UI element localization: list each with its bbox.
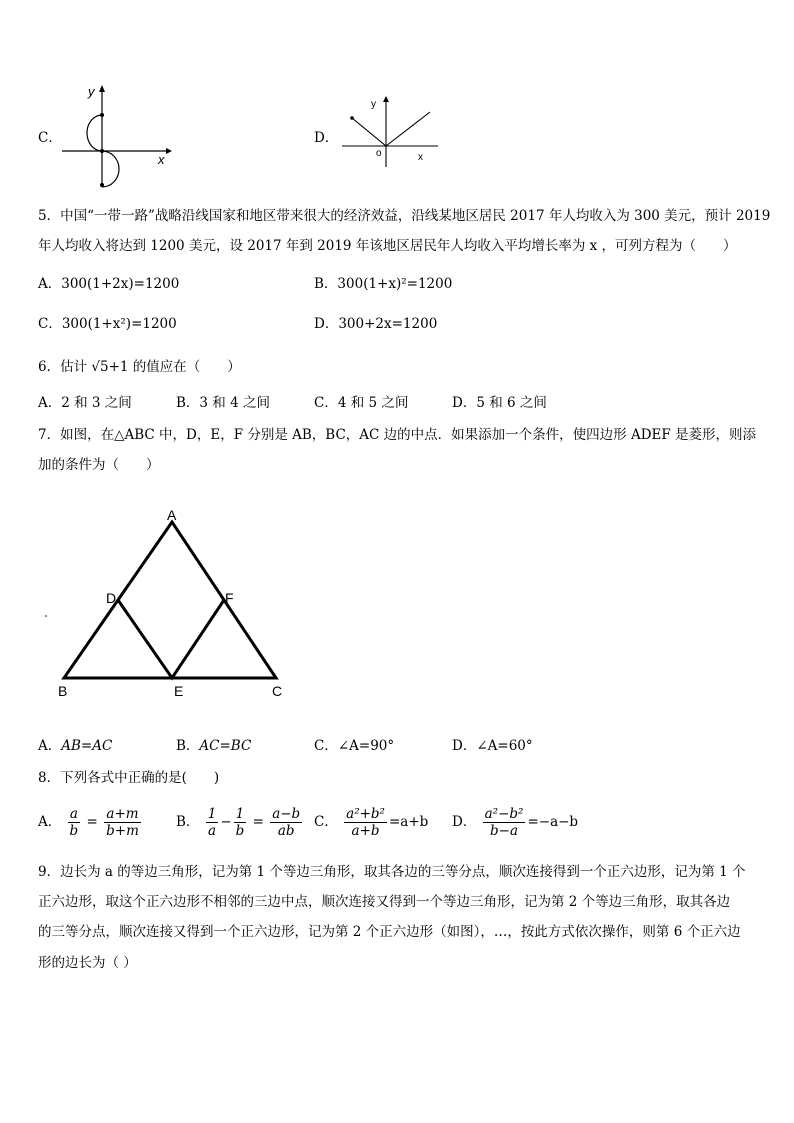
q8-stem: 8．下列各式中正确的是( ): [38, 770, 220, 786]
q7-point-c: C: [272, 683, 283, 699]
q7-point-f: F: [225, 590, 234, 606]
q5-option-c: C．300(1+x²)=1200: [38, 316, 177, 332]
q9-line-4: 形的边长为（ ）: [38, 955, 137, 971]
q4-option-c-label: C．: [38, 130, 62, 146]
q9-line-2: 正六边形，取这个正六边形不相邻的三边中点，顺次连接又得到一个等边三角形，记为第 2 个等边三角形，取其各边: [38, 894, 731, 910]
q7-option-a: A．AB=AC: [38, 738, 113, 754]
q4d-y-label: y: [371, 99, 376, 110]
q5-option-a: A．300(1+2x)=1200: [38, 276, 180, 292]
q9-line-3: 的三等分点，顺次连接又得到一个正六边形，记为第 2 个正六边形（如图），…，按此方式依次操作，则第 6 个正六边: [38, 924, 741, 940]
q5-stem-line1: 5．中国“一带一路”战略沿线国家和地区带来很大的经济效益，沿线某地区居民 2017 年人均收入为 300 美元，预计 2019: [38, 208, 771, 224]
q7-point-d: D: [106, 590, 117, 606]
q4-graph-d: [338, 92, 448, 172]
q7-point-b: B: [58, 683, 68, 699]
q4-graph-c: [58, 82, 178, 190]
q8-option-c: C． $\frac{\text{a²+b²}}{a+b}$ =a+b: [314, 806, 429, 839]
q5-option-b: B．300(1+x)²=1200: [314, 276, 453, 292]
q6-option-d: D．5 和 6 之间: [452, 395, 547, 411]
q7-option-c: C．∠A=90°: [314, 738, 395, 754]
q4d-origin-label: o: [376, 148, 382, 159]
q8-option-a: A． $\frac{a}{b}$ = $\frac{a+m}{b+m}$: [38, 806, 139, 839]
q6-option-b: B．3 和 4 之间: [176, 395, 270, 411]
q6-option-c: C．4 和 5 之间: [314, 395, 409, 411]
q8-option-b: B． $\frac{1}{a}$ − $\frac{1}{b}$ = $\frac{a-b}{ab}$: [176, 806, 301, 839]
q8-option-d: D． $\frac{\text{a²−b²}}{b-a}$ =−a−b: [452, 806, 579, 839]
q5-stem-line2: 年人均收入将达到 1200 美元，设 2017 年到 2019 年该地区居民年人均收入平均增长率为 x ，可列方程为（ ）: [38, 238, 737, 254]
q4c-x-label: x: [158, 152, 165, 167]
q4d-x-label: x: [418, 152, 423, 163]
q7-point-a: A: [167, 507, 177, 523]
q9-line-1: 9．边长为 a 的等边三角形，记为第 1 个等边三角形，取其各边的三等分点，顺次连接得到一个正六边形，记为第 1 个: [38, 864, 746, 880]
q7-stem-line1: 7．如图，在△ABC 中，D，E，F 分别是 AB，BC，AC 边的中点．如果添加一个条件，使四边形 ADEF 是菱形，则添: [38, 427, 757, 443]
q7-option-d: D．∠A=60°: [452, 738, 533, 754]
q4c-y-label: y: [88, 84, 95, 99]
q6-option-a: A．2 和 3 之间: [38, 395, 132, 411]
q7-triangle-figure: [40, 500, 300, 700]
q7-stem-line2: 加的条件为（ ）: [38, 457, 160, 473]
q5-option-d: D．300+2x=1200: [314, 316, 438, 332]
q4-option-d-label: D．: [314, 130, 339, 146]
q7-option-b: B．AC=BC: [176, 738, 252, 754]
q7-point-e: E: [174, 683, 184, 699]
q6-stem: 6．估计 √5+1 的值应在（ ）: [38, 359, 241, 375]
